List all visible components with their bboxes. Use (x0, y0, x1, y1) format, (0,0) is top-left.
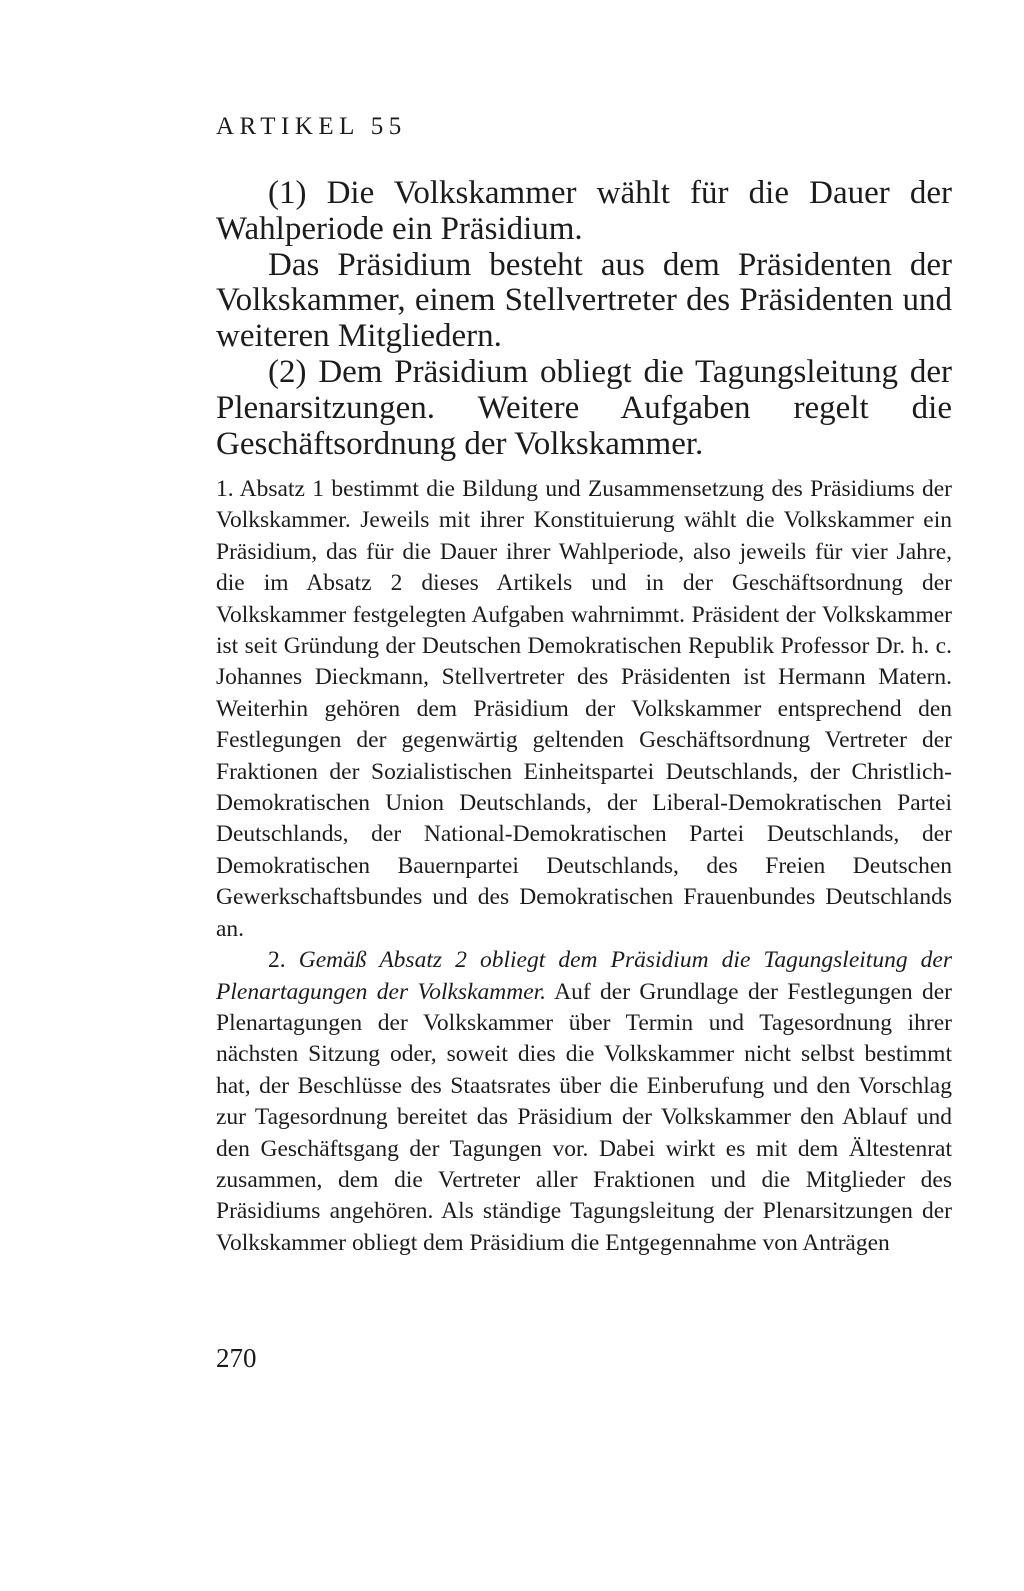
commentary-2-text: Auf der Grundlage der Festlegungen der Plenartagungen der Volkskammer über Termin und Tagesordnung ihrer nächsten Sitzung oder, soweit dies die Volkskammer nicht selbst bestimmt hat, der Beschlüsse des Staatsrates über die Einberufung und den Vorschlag zur Tagesordnung bereitet das Präsidium der Volkskammer den Ablauf und den Geschäftsgang der Tagungen vor. Dabei wirkt es mit dem Ältestenrat zusammen, dem die Vertreter aller Fraktionen und die Mitglieder des Präsidiums angehören. Als ständige Tagungsleitung der Plenarsitzungen der Volkskammer obliegt dem Präsidium die Entgegennahme von Anträgen (216, 978, 952, 1256)
commentary (216, 474, 952, 1259)
article-paragraph-3: (2) Dem Präsidium obliegt die Tagungsleitung der Plenarsitzungen. Weitere Aufgaben regelt die Geschäftsordnung der Volkskammer. (216, 353, 952, 462)
article-text (216, 176, 952, 462)
article-heading: ARTIKEL 55 (216, 113, 407, 140)
commentary-2-number: 2. (268, 947, 286, 974)
commentary-2-emphasis: Gemäß Absatz 2 obliegt dem Präsidium die Tagungsleitung der Plenartagungen der Volkskammer. (216, 947, 953, 1005)
page-number: 270 (216, 1343, 257, 1373)
article-paragraph-1: (1) Die Volkskammer wählt für die Dauer der Wahlperiode ein Präsidium. (216, 175, 952, 247)
commentary-paragraph-1: 1. Absatz 1 bestimmt die Bildung und Zusammensetzung des Präsidiums der Volkskammer. Jeweils mit ihrer Konstituierung wählt die Volkskammer ein Präsidium, das für die Dauer ihrer Wahlperiode, also jeweils für vier Jahre, die im Absatz 2 dieses Artikels und in der Geschäftsordnung der Volkskammer festgelegten Aufgaben wahrnimmt. Präsident der Volkskammer ist seit Gründung der Deutschen Demokratischen Republik Professor Dr. h. c. Johannes Dieckmann, Stellvertreter des Präsidenten ist Hermann Matern. Weiterhin gehören dem Präsidium der Volkskammer entsprechend den Festlegungen der gegenwärtig geltenden Geschäftsordnung Vertreter der Fraktionen der Sozialistischen Einheitspartei Deutschlands, der Christlich-Demokratischen Union Deutschlands, der Liberal-Demokratischen Partei Deutschlands, der National-Demokratischen Partei Deutschlands, der Demokratischen Bauernpartei Deutschlands, des Freien Deutschen Gewerkschaftsbundes und des Demokratischen Frauenbundes Deutschlands an. (216, 476, 952, 942)
commentary-paragraph-2 (216, 945, 952, 1259)
article-paragraph-2: Das Präsidium besteht aus dem Präsidenten der Volkskammer, einem Stellvertreter des Präsidenten und weiteren Mitgliedern. (216, 246, 952, 355)
